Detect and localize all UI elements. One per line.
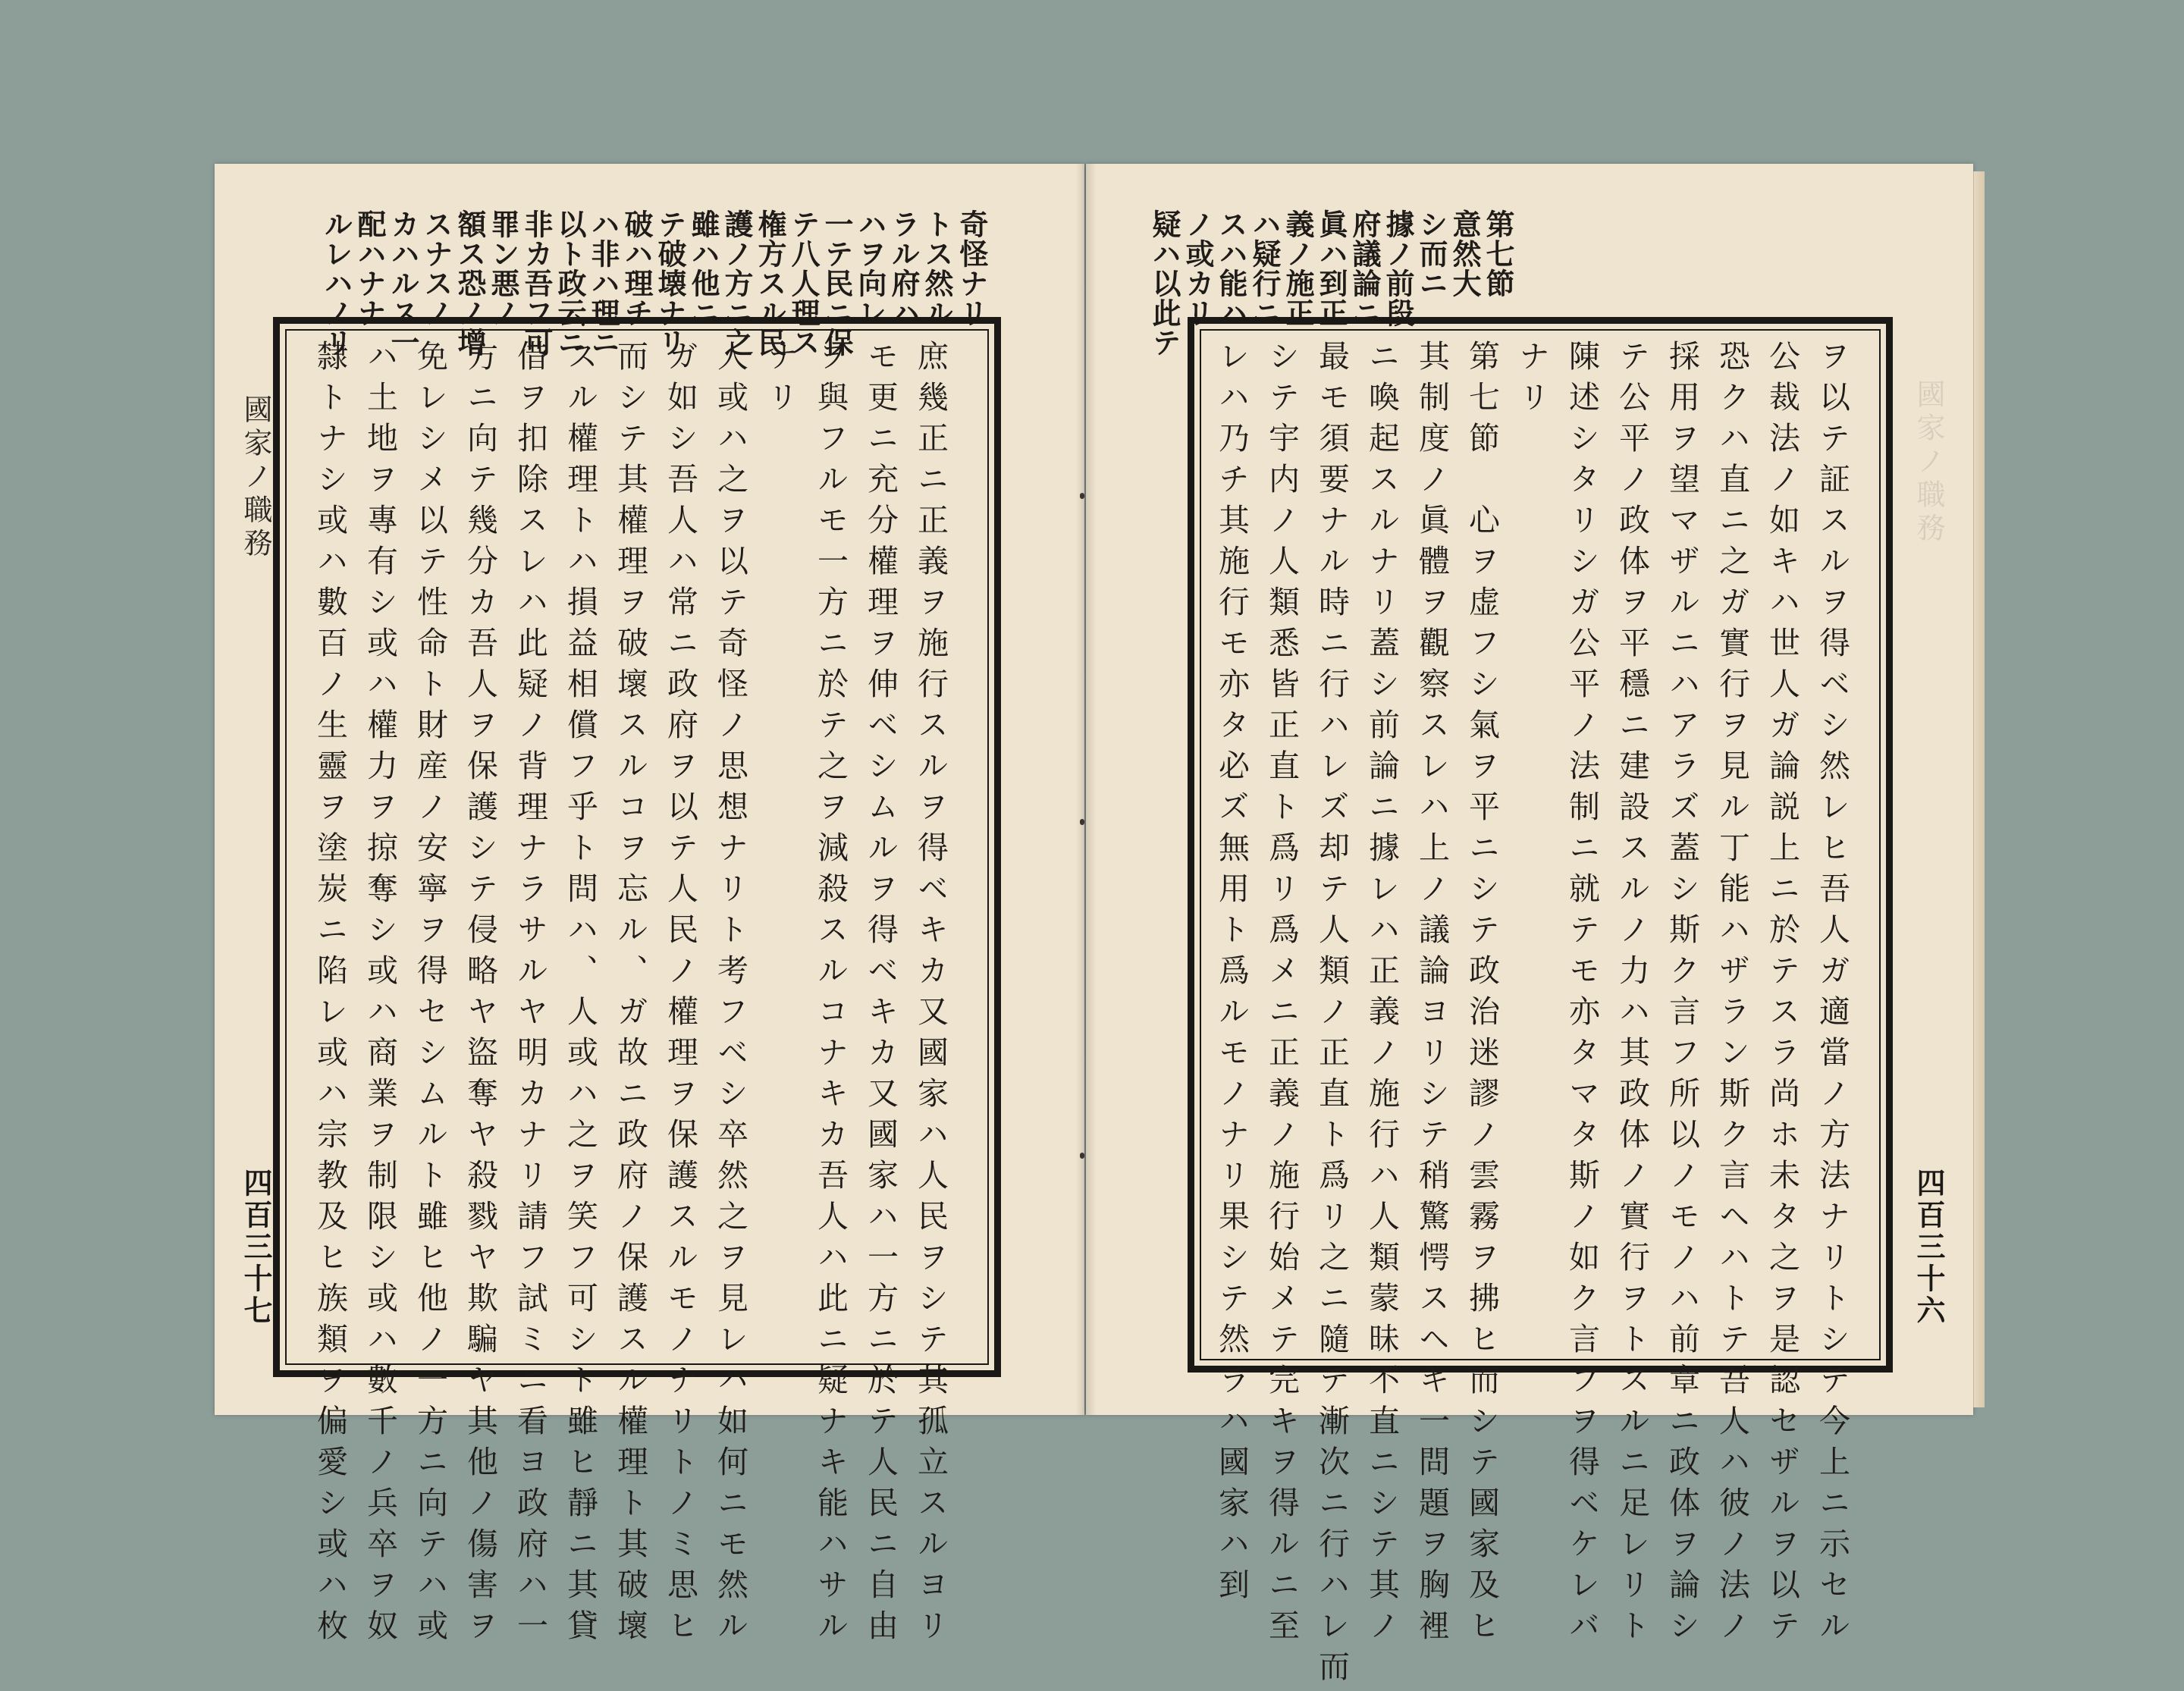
- body-line: 公裁法ノ如キハ世人ガ論説上ニ於テスラ尚ホ未タ之ヲ是認セザルヲ以テ: [1764, 340, 1800, 1650]
- right-header-line: 疑ハ以此テ: [1147, 209, 1181, 357]
- left-header-line: 配ハナナ: [353, 209, 387, 328]
- body-line: レハ乃チ其施行モ亦タ必ズ無用ト爲ルモノナリ果シテ然ラハ國家ハ到: [1213, 340, 1250, 1609]
- left-header-line: テ破壊ナリ: [653, 209, 687, 357]
- body-line: ハ土地ヲ專有シ或ハ權力ヲ掠奪シ或ハ商業ヲ制限シ或ハ數千ノ兵卒ヲ奴: [362, 340, 398, 1650]
- left-header-line: 雖ハ他ニ: [686, 209, 720, 328]
- right-running-title: 國家ノ職務: [1912, 379, 1945, 546]
- right-header-line: 義ノ施正: [1281, 209, 1315, 328]
- body-line: スル權理トハ損益相償フ乎ト問ハ、人或ハ之ヲ笑フ可シト雖ヒ靜ニ其貸: [562, 340, 598, 1650]
- body-line: ナリ: [1514, 340, 1550, 422]
- right-header-line: 第七節: [1481, 209, 1515, 298]
- right-header-line: 眞ハ到正: [1314, 209, 1348, 328]
- body-line: 第七節 心ヲ虚フシ氣ヲ平ニシテ政治迷謬ノ雲霧ヲ拂ヒ而シテ國家及ヒ: [1464, 340, 1500, 1650]
- left-running-title: 國家ノ職務: [239, 394, 272, 561]
- body-line: 陳述シタリシガ公平ノ法制ニ就テモ亦タマタ斯ノ如ク言フヲ得ベケレバ: [1564, 340, 1600, 1650]
- left-header-line: 一テ民ニ保: [820, 209, 854, 357]
- left-header-line: トス然ル: [920, 209, 954, 328]
- left-header-line: 破ハ理チ: [620, 209, 654, 328]
- page-edge-stack: [1973, 171, 1985, 1407]
- body-line: 其制度ノ眞體ヲ觀察スレハ上ノ議論ヨリシテ稍驚愕スヘキ一問題ヲ胸裡: [1414, 340, 1450, 1650]
- body-line: 庶幾正ニ正義ヲ施行スルヲ得ベキカ又國家ハ人民ヲシテ其孤立スルヨリ: [912, 340, 949, 1650]
- left-header-line: 護ノ方ニ之: [720, 209, 754, 357]
- right-header-line: シ而ニ: [1414, 209, 1448, 298]
- body-line: 最モ須要ナル時ニ行ハレズ却テ人類ノ正直ト爲リ之ニ隨テ漸次ニ行ハレ而: [1313, 340, 1350, 1691]
- right-header-line: 府議論ニ: [1348, 209, 1382, 328]
- left-header-line: ラル府ハ: [886, 209, 921, 328]
- body-line: 恐クハ直ニ之ガ實行ヲ見ル丁能ハザラン斯ク言ヘハトテ吾人ハ彼ノ法ノ: [1714, 340, 1750, 1650]
- binding-hole: [1080, 1153, 1084, 1159]
- body-line: テ公平ノ政体ヲ平穩ニ建設スルノ力ハ其政体ノ實行ヲトスルニ足レリト: [1614, 340, 1650, 1650]
- body-line: シテ宇内ノ人類悉皆正直ト爲リ爲メニ正義ノ施行始メテ完キヲ得ルニ至: [1263, 340, 1300, 1650]
- body-line: 採用ヲ望マザルニハアラズ蓋シ斯ク言フ所以ノモノハ前章ニ政体ヲ論シ: [1664, 340, 1700, 1650]
- left-header-line: ハ非ハ理ニ: [586, 209, 620, 357]
- body-line: 免レシメ以テ性命ト財産ノ安寧ヲ得セシムルト雖ヒ他ノ一方ニ向テハ或: [412, 340, 448, 1650]
- body-line: 人或ハ之ヲ以テ奇怪ノ思想ナリト考フベシ卒然之ヲ見レハ如何ニモ然ル: [712, 340, 748, 1650]
- left-header-line: カハルス一: [386, 209, 420, 357]
- book-gutter: [1075, 164, 1097, 1415]
- left-page-number: 四百三十七: [239, 1168, 273, 1327]
- body-line: ニ喚起スルナリ蓋シ前論ニ據レハ正義ノ施行ハ人類蒙昧不直ニシテ其ノ: [1363, 340, 1400, 1650]
- left-header-line: 額ス恐ノ增: [453, 209, 487, 357]
- right-header-line: 據ノ前段: [1381, 209, 1415, 328]
- binding-hole: [1080, 493, 1084, 499]
- left-header-line: テ八人理ス: [786, 209, 821, 357]
- binding-hole: [1080, 819, 1084, 825]
- body-line: 方ニ向テ幾分カ吾人ヲ保護シテ侵略ヤ盜奪ヤ殺戮ヤ欺騙ヤ其他ノ傷害ヲ: [462, 340, 498, 1650]
- right-header-line: スハ能ハ: [1214, 209, 1248, 328]
- right-page-number: 四百三十六: [1912, 1168, 1946, 1327]
- left-header-line: ルレハノリ: [319, 209, 353, 357]
- body-line: 借ヲ扣除スレハ此疑ノ背理ナラサルヤ明カナリ請フ試ミニ看ヨ政府ハ一: [512, 340, 548, 1650]
- left-header-line: スナスノ: [419, 209, 453, 328]
- left-header-line: 奇怪ナリ: [955, 209, 989, 328]
- left-header-line: 以ト政云ニ: [553, 209, 587, 357]
- right-header-line: 意然大: [1448, 209, 1482, 298]
- right-header-line: ハ疑行ニ: [1247, 209, 1282, 328]
- left-header-line: 非カ吾フ可: [519, 209, 554, 357]
- left-header-line: 罪ン悪ノ: [486, 209, 520, 328]
- right-header-line: ノ或カリ: [1181, 209, 1215, 328]
- body-line: ヲ以テ証スルヲ得ベシ然レヒ吾人ガ適當ノ方法ナリトシテ今上ニ示セル: [1814, 340, 1850, 1650]
- body-line: ナリ: [762, 340, 799, 422]
- body-line: 隸トナシ或ハ數百ノ生靈ヲ塗炭ニ陷レ或ハ宗教及ヒ族類ヲ偏愛シ或ハ枚: [312, 340, 348, 1650]
- left-header-line: ハヲ向レ: [853, 209, 887, 328]
- left-header-line: 権方スル民: [753, 209, 787, 357]
- body-line: ヲ與フルモ一方ニ於テ之ヲ減殺スルコナキカ吾人ハ此ニ疑ナキ能ハサル: [812, 340, 849, 1650]
- body-line: ガ如シ吾人ハ常ニ政府ヲ以テ人民ノ權理ヲ保護スルモノナリトノミ思ヒ: [662, 340, 698, 1650]
- body-line: 而シテ其權理ヲ破壞スルコヲ忘ル、ガ故ニ政府ノ保護スル權理ト其破壞: [612, 340, 648, 1650]
- body-line: モ更ニ充分權理ヲ伸ベシムルヲ得ベキカ又國家ハ一方ニ於テ人民ニ自由: [862, 340, 899, 1650]
